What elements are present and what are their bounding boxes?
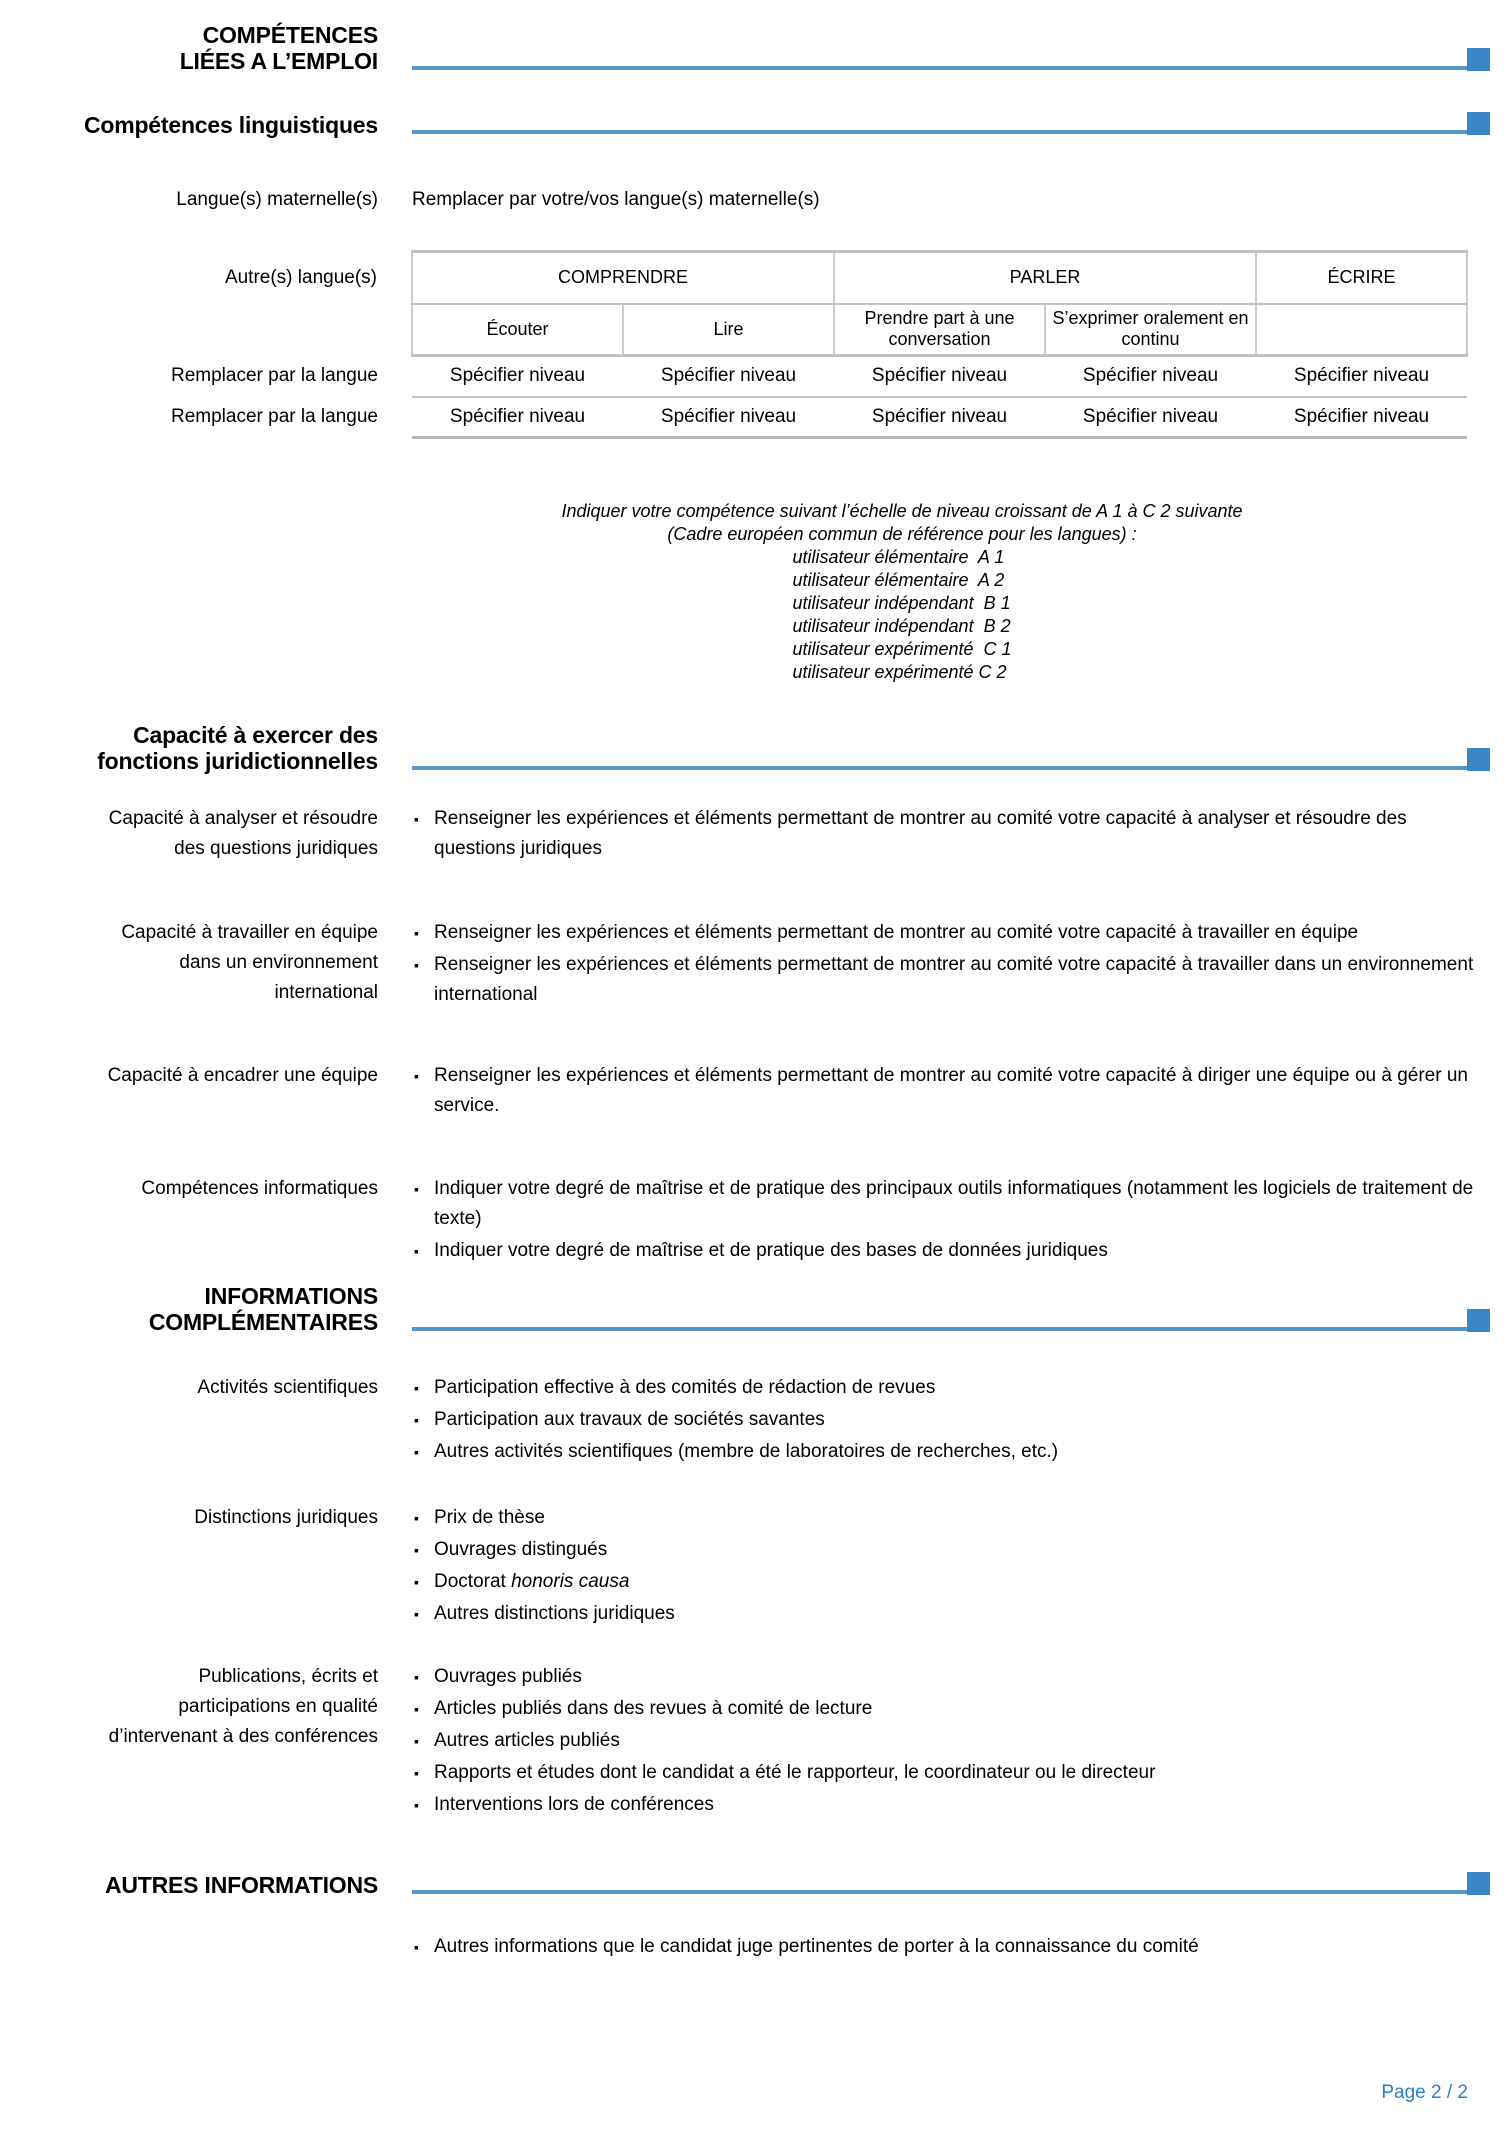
list-item[interactable]: ▪ Participation aux travaux de sociétés savantes	[412, 1405, 1490, 1435]
section-title-line: LIÉES A L’EMPLOI	[179, 48, 378, 74]
bullet-icon: ▪	[414, 811, 419, 827]
languages-table	[0, 250, 1468, 439]
list-item[interactable]: ▪ Autres articles publiés	[412, 1726, 1490, 1756]
rule-square-icon	[1467, 1872, 1490, 1895]
cefr-note-line: Indiquer votre compétence suivant l’échelle de niveau croissant de A 1 à C 2 suivante	[561, 501, 1243, 521]
level-cell[interactable]: Spécifier niveau	[1256, 356, 1467, 397]
section-title-line: fonctions juridictionnelles	[97, 748, 378, 774]
list-item[interactable]: ▪ Articles publiés dans des revues à comité de lecture	[412, 1694, 1490, 1724]
bullet-icon: ▪	[414, 1797, 419, 1813]
list-item[interactable]: ▪ Doctorat honoris causa	[412, 1567, 1490, 1597]
bullet-icon: ▪	[414, 1510, 419, 1526]
bullet-icon: ▪	[414, 1068, 419, 1084]
section-title-linguistic: Compétences linguistiques	[83, 112, 378, 138]
table-row	[0, 356, 1467, 397]
section-title-line: COMPÉTENCES	[202, 22, 378, 48]
list-item[interactable]: ▪ Ouvrages distingués	[412, 1535, 1490, 1565]
column-header-comprendre: COMPRENDRE	[412, 252, 834, 304]
cefr-level: utilisateur élémentaire A 1	[792, 547, 1005, 567]
list-item[interactable]: ▪ Renseigner les expériences et éléments permettant de montrer au comité votre capacité à analyser et résoudre des questions juridiques	[412, 804, 1490, 864]
list-item[interactable]: ▪ Interventions lors de conférences	[412, 1790, 1490, 1820]
section-title-job-skills	[0, 22, 378, 74]
field-label-distinctions: Distinctions juridiques	[194, 1507, 378, 1528]
other-languages-label: Autre(s) langue(s)	[224, 266, 377, 288]
level-cell[interactable]: Spécifier niveau	[412, 397, 623, 438]
level-cell[interactable]: Spécifier niveau	[623, 356, 834, 397]
cefr-level: utilisateur indépendant B 2	[792, 616, 1011, 636]
list-item[interactable]: ▪ Rapports et études dont le candidat a été le rapporteur, le coordinateur ou le directeur	[412, 1758, 1490, 1788]
bullet-icon: ▪	[414, 1380, 419, 1396]
bullet-icon: ▪	[414, 1765, 419, 1781]
bullet-list	[412, 1061, 1490, 1121]
bullet-list	[412, 1373, 1490, 1467]
list-item[interactable]: ▪ Renseigner les expériences et éléments permettant de montrer au comité votre capacité à diriger une équipe ou à gérer un service.	[412, 1061, 1490, 1121]
rule-line	[412, 1327, 1490, 1331]
mother-tongue-value[interactable]: Remplacer par votre/vos langue(s) maternelle(s)	[412, 189, 820, 210]
subheader-lire: Lire	[623, 304, 834, 356]
bullet-icon: ▪	[414, 1542, 419, 1558]
level-cell[interactable]: Spécifier niveau	[1045, 356, 1256, 397]
cefr-level: utilisateur élémentaire A 2	[792, 570, 1005, 590]
bullet-icon: ▪	[414, 1939, 419, 1955]
field-label-publications: Publications, écrits et participations en qualité d’intervenant à des conférences	[108, 1666, 378, 1747]
field-label-manage: Capacité à encadrer une équipe	[107, 1065, 378, 1086]
bullet-icon: ▪	[414, 1243, 419, 1259]
subheader-ecouter: Écouter	[412, 304, 623, 356]
column-header-ecrire: ÉCRIRE	[1256, 252, 1467, 304]
section-rule	[412, 746, 1490, 771]
rule-line	[412, 766, 1490, 770]
level-cell[interactable]: Spécifier niveau	[834, 356, 1045, 397]
field-label-empty	[0, 1932, 378, 1964]
bullet-icon: ▪	[414, 957, 419, 973]
list-item[interactable]: ▪ Ouvrages publiés	[412, 1662, 1490, 1692]
page-number: Page 2 / 2	[1381, 2082, 1468, 2103]
bullet-list	[412, 804, 1490, 864]
list-item[interactable]: ▪ Renseigner les expériences et éléments permettant de montrer au comité votre capacité à travailler dans un environnement international	[412, 950, 1490, 1010]
table-row	[0, 397, 1467, 438]
section-rule	[412, 1870, 1490, 1895]
subheader-oral-continu: S’exprimer oralement en continu	[1045, 304, 1256, 356]
field-label-scientific: Activités scientifiques	[197, 1377, 378, 1398]
language-row-label[interactable]: Remplacer par la langue	[170, 365, 378, 386]
section-rule	[412, 46, 1490, 71]
section-title-judicial	[0, 722, 378, 774]
section-title-other: AUTRES INFORMATIONS	[104, 1872, 378, 1898]
subheader-empty	[1256, 304, 1467, 356]
section-title-additional	[0, 1283, 378, 1335]
bullet-list	[412, 1932, 1490, 1962]
cefr-level: utilisateur indépendant B 1	[792, 593, 1011, 613]
field-label-it: Compétences informatiques	[141, 1178, 378, 1199]
rule-square-icon	[1467, 48, 1490, 71]
cefr-levels	[792, 546, 1011, 684]
list-item[interactable]: ▪ Participation effective à des comités de rédaction de revues	[412, 1373, 1490, 1403]
list-item[interactable]: ▪ Renseigner les expériences et éléments permettant de montrer au comité votre capacité à travailler en équipe	[412, 918, 1490, 948]
level-cell[interactable]: Spécifier niveau	[623, 397, 834, 438]
bullet-icon: ▪	[414, 1701, 419, 1717]
list-item[interactable]: ▪ Indiquer votre degré de maîtrise et de pratique des principaux outils informatiques (notamment les logiciels de traitement de texte)	[412, 1174, 1490, 1234]
field-label-analyze: Capacité à analyser et résoudre des questions juridiques	[108, 808, 378, 859]
level-cell[interactable]: Spécifier niveau	[1045, 397, 1256, 438]
list-item[interactable]: ▪ Indiquer votre degré de maîtrise et de pratique des bases de données juridiques	[412, 1236, 1490, 1266]
bullet-icon: ▪	[414, 1669, 419, 1685]
list-item[interactable]: ▪ Autres distinctions juridiques	[412, 1599, 1490, 1629]
section-title-line: INFORMATIONS	[204, 1283, 378, 1309]
bullet-icon: ▪	[414, 1733, 419, 1749]
bullet-icon: ▪	[414, 925, 419, 941]
bullet-list	[412, 1662, 1490, 1820]
rule-line	[412, 66, 1490, 70]
cefr-level: utilisateur expérimenté C 2	[792, 662, 1007, 682]
rule-square-icon	[1467, 1309, 1490, 1332]
section-title-line: COMPLÉMENTAIRES	[148, 1309, 378, 1335]
list-item[interactable]: ▪ Autres activités scientifiques (membre de laboratoires de recherches, etc.)	[412, 1437, 1490, 1467]
column-header-parler: PARLER	[834, 252, 1256, 304]
bullet-icon: ▪	[414, 1181, 419, 1197]
field-label-teamwork: Capacité à travailler en équipe dans un environnement international	[121, 922, 378, 1003]
section-rule	[412, 1307, 1490, 1332]
table-header-row	[0, 252, 1467, 304]
level-cell[interactable]: Spécifier niveau	[412, 356, 623, 397]
bullet-icon: ▪	[414, 1412, 419, 1428]
subheader-conversation: Prendre part à une conversation	[834, 304, 1045, 356]
rule-square-icon	[1467, 748, 1490, 771]
rule-line	[412, 130, 1490, 134]
cefr-level: utilisateur expérimenté C 1	[792, 639, 1012, 659]
table-subheader-row	[0, 304, 1467, 356]
level-cell[interactable]: Spécifier niveau	[1256, 397, 1467, 438]
language-row-label[interactable]: Remplacer par la langue	[170, 406, 378, 427]
bullet-icon: ▪	[414, 1574, 419, 1590]
cefr-note	[412, 500, 1392, 684]
rule-square-icon	[1467, 112, 1490, 135]
bullet-list	[412, 1174, 1490, 1266]
section-rule	[412, 110, 1490, 135]
mother-tongue-label: Langue(s) maternelle(s)	[176, 189, 378, 210]
rule-line	[412, 1890, 1490, 1894]
bullet-icon: ▪	[414, 1606, 419, 1622]
bullet-list	[412, 1503, 1490, 1629]
list-item[interactable]: ▪ Autres informations que le candidat juge pertinentes de porter à la connaissance du comité	[412, 1932, 1490, 1962]
bullet-list	[412, 918, 1490, 1010]
level-cell[interactable]: Spécifier niveau	[834, 397, 1045, 438]
cefr-note-line: (Cadre européen commun de référence pour les langues) :	[667, 524, 1137, 544]
list-item[interactable]: ▪ Prix de thèse	[412, 1503, 1490, 1533]
section-title-line: Capacité à exercer des	[133, 722, 378, 748]
bullet-icon: ▪	[414, 1444, 419, 1460]
